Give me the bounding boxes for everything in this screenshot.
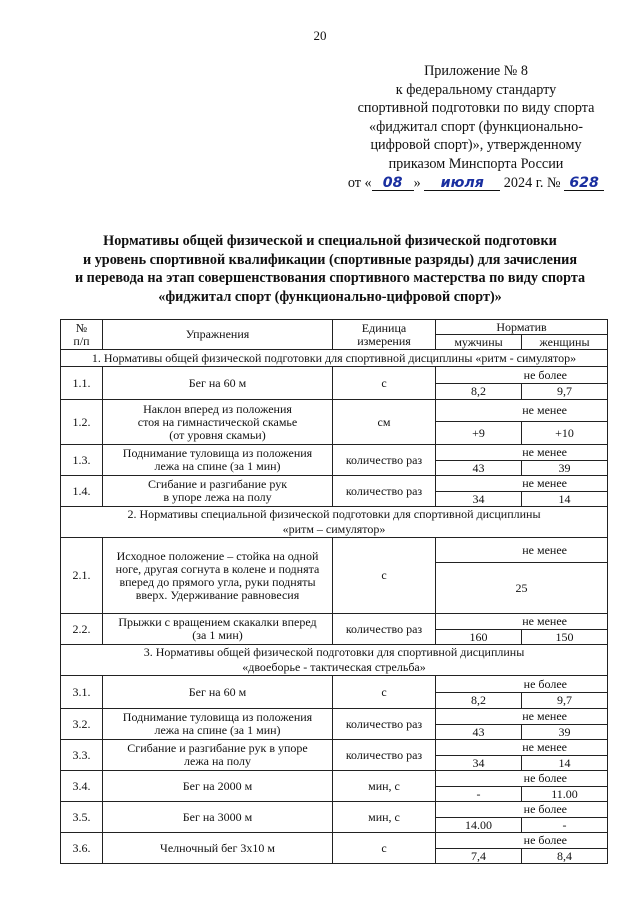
row-value-women: 14 <box>522 756 608 771</box>
row-value-men: 43 <box>436 725 522 740</box>
header-women: женщины <box>522 335 608 350</box>
order-line <box>340 174 612 193</box>
order-month-handwritten: июля <box>424 176 500 191</box>
row-exercise: Сгибание и разгибание рук в упоре лежа на полу <box>103 476 333 507</box>
header-exercise: Упражнения <box>103 320 333 350</box>
row-num: 3.5. <box>61 802 103 833</box>
title-line: и перевода на этап совершенствования спортивного мастерства по виду спорта <box>74 270 586 286</box>
appendix-line: цифровой спорт)», утвержденному <box>370 137 582 154</box>
row-condition: не менее <box>436 709 608 725</box>
row-num: 3.4. <box>61 771 103 802</box>
row-value-women: 11.00 <box>522 787 608 802</box>
row-exercise: Сгибание и разгибание рук в упоре лежа на полу <box>103 740 333 771</box>
row-value-men: 160 <box>436 630 522 645</box>
row-unit: количество раз <box>333 709 436 740</box>
table-row <box>61 833 608 849</box>
row-unit: количество раз <box>333 614 436 645</box>
norms-table <box>60 319 608 864</box>
row-num: 3.1. <box>61 676 103 709</box>
table-header-row <box>61 320 608 335</box>
row-exercise: Наклон вперед из положения стоя на гимнастической скамье (от уровня скамьи) <box>103 400 333 445</box>
title-line: и уровень спортивной квалификации (спортивные разряды) для зачисления <box>82 251 577 268</box>
section-row <box>61 507 608 538</box>
row-value-men: 8,2 <box>436 693 522 709</box>
header-men: мужчины <box>436 335 522 350</box>
row-num: 1.2. <box>61 400 103 445</box>
table-row <box>61 476 608 492</box>
row-unit: количество раз <box>333 445 436 476</box>
row-condition: не менее <box>436 445 608 461</box>
order-prefix: от « <box>347 174 372 191</box>
table-row <box>61 740 608 756</box>
row-num: 1.4. <box>61 476 103 507</box>
document-title <box>40 232 620 306</box>
row-unit: см <box>333 400 436 445</box>
row-condition: не более <box>436 802 608 818</box>
row-exercise: Бег на 60 м <box>103 676 333 709</box>
row-num: 3.3. <box>61 740 103 771</box>
appendix-block <box>340 62 612 192</box>
row-condition: не более <box>436 367 608 384</box>
row-unit: с <box>333 367 436 400</box>
section-title: 1. Нормативы общей физической подготовки для спортивной дисциплины «ритм - симулятор» <box>61 350 608 367</box>
row-value-men: 14.00 <box>436 818 522 833</box>
row-value-women: 39 <box>522 461 608 476</box>
row-unit: с <box>333 538 436 614</box>
row-value-women: 14 <box>522 492 608 507</box>
table-row <box>61 614 608 630</box>
order-quote-close: » <box>413 174 421 191</box>
appendix-line: спортивной подготовки по виду спорта <box>357 100 595 117</box>
row-exercise: Поднимание туловища из положения лежа на спине (за 1 мин) <box>103 709 333 740</box>
row-exercise: Прыжки с вращением скакалки вперед (за 1 мин) <box>103 614 333 645</box>
appendix-line: приказом Минспорта России <box>388 155 564 172</box>
table-row <box>61 771 608 787</box>
row-condition: не менее <box>436 614 608 630</box>
row-unit: с <box>333 833 436 864</box>
row-condition: не более <box>436 833 608 849</box>
order-number-handwritten: 628 <box>564 176 604 191</box>
row-value-women: 150 <box>522 630 608 645</box>
section-title: 3. Нормативы общей физической подготовки для спортивной дисциплины «двоеборье - тактическая стрельба» <box>61 645 608 676</box>
row-value-men: 43 <box>436 461 522 476</box>
row-value-women: 8,4 <box>522 849 608 864</box>
row-exercise: Поднимание туловища из положения лежа на спине (за 1 мин) <box>103 445 333 476</box>
row-condition: не более <box>436 676 608 693</box>
row-condition: не менее <box>436 740 608 756</box>
row-condition: не более <box>436 771 608 787</box>
table-row <box>61 367 608 384</box>
row-num: 1.1. <box>61 367 103 400</box>
row-exercise: Бег на 2000 м <box>103 771 333 802</box>
row-num: 3.6. <box>61 833 103 864</box>
norms-table-body <box>61 320 608 864</box>
row-unit: мин, с <box>333 802 436 833</box>
row-value-men: 7,4 <box>436 849 522 864</box>
row-value-women: 9,7 <box>522 693 608 709</box>
row-exercise: Челночный бег 3х10 м <box>103 833 333 864</box>
table-row <box>61 445 608 461</box>
table-row <box>61 802 608 818</box>
row-value-women: +10 <box>522 422 608 445</box>
row-value-men: 8,2 <box>436 384 522 400</box>
row-value-men: +9 <box>436 422 522 445</box>
row-value-both: 25 <box>436 563 608 614</box>
header-norm: Норматив <box>436 320 608 335</box>
row-unit: мин, с <box>333 771 436 802</box>
row-exercise: Бег на 60 м <box>103 367 333 400</box>
row-value-men: 34 <box>436 756 522 771</box>
row-num: 1.3. <box>61 445 103 476</box>
row-value-men: - <box>436 787 522 802</box>
appendix-line: «фиджитал спорт (функционально- <box>369 118 583 135</box>
row-num: 3.2. <box>61 709 103 740</box>
row-unit: количество раз <box>333 740 436 771</box>
row-exercise: Исходное положение – стойка на одной ноге, другая согнута в колене и поднята вперед до прямого угла, руки подняты вверх. Удерживание равновесия <box>103 538 333 614</box>
table-row <box>61 538 608 563</box>
appendix-line: к федеральному стандарту <box>395 81 557 98</box>
table-row <box>61 400 608 422</box>
row-condition: не менее <box>436 476 608 492</box>
row-unit: с <box>333 676 436 709</box>
table-row <box>61 676 608 693</box>
title-line: Нормативы общей физической и специальной физической подготовки <box>103 233 557 249</box>
row-condition: не менее <box>436 400 608 422</box>
row-num: 2.2. <box>61 614 103 645</box>
row-value-women: 39 <box>522 725 608 740</box>
order-year: 2024 г. № <box>503 174 561 191</box>
table-row <box>61 709 608 725</box>
page-number: 20 <box>313 28 327 43</box>
row-value-women: 9,7 <box>522 384 608 400</box>
appendix-line: Приложение № 8 <box>424 63 528 79</box>
row-num: 2.1. <box>61 538 103 614</box>
section-row <box>61 645 608 676</box>
section-title: 2. Нормативы специальной физической подготовки для спортивной дисциплины «ритм – симулятор» <box>61 507 608 538</box>
row-exercise: Бег на 3000 м <box>103 802 333 833</box>
order-day-handwritten: 08 <box>372 176 414 191</box>
row-value-women: - <box>522 818 608 833</box>
title-line: «фиджитал спорт (функционально-цифровой спорт)» <box>158 288 502 305</box>
section-row <box>61 350 608 367</box>
header-num: № п/п <box>61 320 103 350</box>
row-condition: не менее <box>436 538 608 563</box>
row-value-men: 34 <box>436 492 522 507</box>
header-unit: Единица измерения <box>333 320 436 350</box>
row-unit: количество раз <box>333 476 436 507</box>
